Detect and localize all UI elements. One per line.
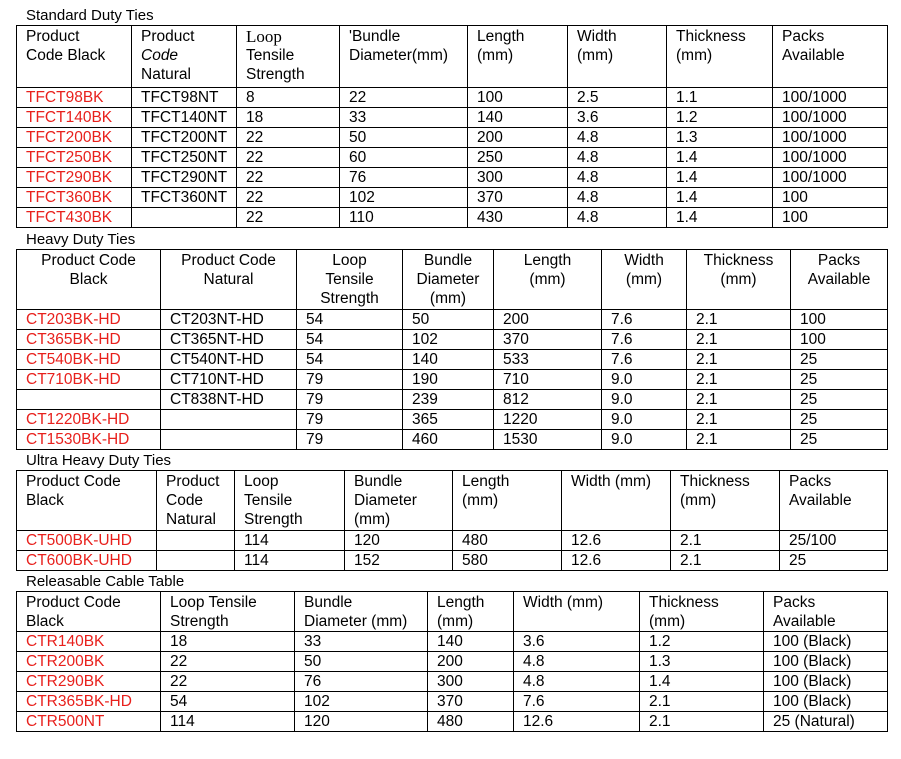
cell-bundle-diameter: 33 [340,108,468,128]
header-line: Available [807,271,871,288]
cell-thickness: 2.1 [640,712,764,732]
header-line: (mm) [676,47,713,64]
table-row [17,712,888,732]
cell-product-code-black: CTR365BK-HD [17,692,161,712]
cell-product-code-natural: CT365NT-HD [161,330,297,350]
cell-thickness: 2.1 [687,330,791,350]
cell-product-code-black: TFCT250BK [17,148,132,168]
cell-product-code-black [17,390,161,410]
cell-width: 2.5 [568,88,667,108]
header-line: Black [26,613,64,630]
cell-loop-tensile-strength: 22 [237,128,340,148]
cell-width: 4.8 [568,168,667,188]
header-line: Thickness [649,594,719,611]
cell-thickness: 1.1 [667,88,773,108]
cell-bundle-diameter: 60 [340,148,468,168]
cell-packs-available: 100 (Black) [764,672,888,692]
table-row [17,330,888,350]
header-line: Product Code [181,252,276,269]
cell-packs-available: 25 [791,370,888,390]
cell-loop-tensile-strength: 18 [161,632,295,652]
header-line: Diameter(mm) [349,47,449,64]
cell-bundle-diameter: 76 [295,672,428,692]
header-line: Code [141,47,179,64]
cell-thickness: 2.1 [671,551,780,571]
header-length [453,471,562,531]
cell-loop-tensile-strength: 54 [161,692,295,712]
header-line: Natural [203,271,254,288]
cell-width: 7.6 [514,692,640,712]
cell-width: 3.6 [514,632,640,652]
header-line: (mm) [354,511,391,528]
cell-width: 4.8 [568,208,667,228]
cell-loop-tensile-strength: 79 [297,430,403,450]
header-width [562,471,671,531]
table-row [17,148,888,168]
cell-thickness: 2.1 [687,310,791,330]
cell-loop-tensile-strength: 114 [235,531,345,551]
cell-length: 140 [468,108,568,128]
cell-thickness: 1.2 [667,108,773,128]
header-line: 'Bundle [349,28,401,45]
cell-length: 370 [428,692,514,712]
header-line: Loop [244,473,279,490]
cell-width: 9.0 [602,410,687,430]
cell-length: 480 [428,712,514,732]
header-line: Tensile [325,271,374,288]
cell-width: 4.8 [568,188,667,208]
cell-length: 200 [468,128,568,148]
cell-product-code-natural: CT710NT-HD [161,370,297,390]
cell-packs-available: 25 [791,430,888,450]
header-line: Packs [773,594,816,611]
header-line: Length [462,473,510,490]
cell-thickness: 2.1 [687,410,791,430]
header-line: Black [26,492,64,509]
cell-bundle-diameter: 102 [295,692,428,712]
cell-product-code-natural [161,430,297,450]
cell-packs-available: 100/1000 [773,88,888,108]
header-thickness [687,250,791,310]
header-packs-available [764,592,888,632]
header-line: Length [523,252,572,269]
cell-width: 9.0 [602,370,687,390]
cell-bundle-diameter: 102 [403,330,494,350]
header-line: (mm) [680,492,717,509]
cell-product-code-natural: TFCT98NT [132,88,237,108]
header-product-code-natural [161,250,297,310]
header-row [17,26,888,88]
cell-bundle-diameter: 50 [403,310,494,330]
cell-length: 200 [428,652,514,672]
cell-packs-available: 100 [791,330,888,350]
cell-thickness: 1.4 [667,188,773,208]
cell-product-code-black: CT203BK-HD [17,310,161,330]
header-line: (mm) [720,271,757,288]
cell-product-code-natural: TFCT360NT [132,188,237,208]
cell-thickness: 1.4 [667,208,773,228]
releasable-cable-table [16,591,888,732]
table-row [17,692,888,712]
cell-thickness: 2.1 [687,370,791,390]
cell-bundle-diameter: 239 [403,390,494,410]
table-row [17,390,888,410]
cell-product-code-black: CT710BK-HD [17,370,161,390]
cell-packs-available: 100/1000 [773,108,888,128]
header-line: Width [577,28,617,45]
cell-thickness: 2.1 [687,390,791,410]
header-line: Available [773,613,836,630]
cell-loop-tensile-strength: 79 [297,370,403,390]
header-line: Bundle [423,252,473,269]
header-line: Strength [246,66,305,83]
header-line: Product Code [26,473,121,490]
cell-product-code-black: CT1530BK-HD [17,430,161,450]
header-thickness [667,26,773,88]
header-line: Available [782,47,845,64]
header-line: Product Code [41,252,136,269]
header-bundle-diameter [345,471,453,531]
header-line: Bundle [354,473,403,490]
cell-loop-tensile-strength: 22 [161,652,295,672]
cell-product-code-black: CT600BK-UHD [17,551,157,571]
cell-width: 4.8 [568,148,667,168]
cell-loop-tensile-strength: 22 [237,208,340,228]
cell-packs-available: 25 [791,410,888,430]
cell-length: 370 [494,330,602,350]
cell-thickness: 1.3 [667,128,773,148]
cell-product-code-black: TFCT360BK [17,188,132,208]
cell-product-code-black: CTR500NT [17,712,161,732]
table-row [17,188,888,208]
header-row [17,250,888,310]
cell-width: 12.6 [514,712,640,732]
cell-length: 710 [494,370,602,390]
cell-bundle-diameter: 102 [340,188,468,208]
cell-length: 480 [453,531,562,551]
header-line: Diameter (mm) [304,613,408,630]
cell-loop-tensile-strength: 8 [237,88,340,108]
cell-product-code-natural [157,551,235,571]
cell-width: 9.0 [602,390,687,410]
header-length [468,26,568,88]
header-product-code-black [17,471,157,531]
header-line: Loop [246,27,282,46]
cell-product-code-natural: CT203NT-HD [161,310,297,330]
cell-product-code-natural: TFCT140NT [132,108,237,128]
cell-length: 1220 [494,410,602,430]
cell-product-code-black: CTR140BK [17,632,161,652]
ultra-heavy-duty-title: Ultra Heavy Duty Ties [26,452,172,469]
header-line: Bundle [304,594,353,611]
cell-bundle-diameter: 50 [295,652,428,672]
header-line: Strength [320,290,379,307]
cell-packs-available: 100 [773,188,888,208]
cell-bundle-diameter: 22 [340,88,468,108]
cell-packs-available: 100 [773,208,888,228]
cell-width: 7.6 [602,350,687,370]
header-packs-available [773,26,888,88]
cell-loop-tensile-strength: 114 [235,551,345,571]
table-row [17,652,888,672]
cell-length: 580 [453,551,562,571]
table-row [17,88,888,108]
header-line: Tensile [244,492,293,509]
header-product-code-natural [157,471,235,531]
cell-length: 300 [468,168,568,188]
cell-bundle-diameter: 365 [403,410,494,430]
cell-width: 4.8 [514,672,640,692]
table-row [17,108,888,128]
cell-packs-available: 25 (Natural) [764,712,888,732]
cell-packs-available: 100 (Black) [764,692,888,712]
heavy-duty-title: Heavy Duty Ties [26,231,136,248]
cell-product-code-black: CT365BK-HD [17,330,161,350]
cell-product-code-black: TFCT98BK [17,88,132,108]
cell-product-code-black: TFCT200BK [17,128,132,148]
cell-product-code-black: CT500BK-UHD [17,531,157,551]
header-line: (mm) [462,492,499,509]
cell-width: 3.6 [568,108,667,128]
header-packs-available [780,471,888,531]
standard-duty-table [16,25,888,228]
cell-thickness: 2.1 [687,350,791,370]
header-line: (mm) [649,613,686,630]
standard-duty-title: Standard Duty Ties [26,7,154,24]
header-line: Black [69,271,108,288]
header-line: Tensile [246,47,295,64]
cell-packs-available: 100 (Black) [764,652,888,672]
cell-thickness: 2.1 [687,430,791,450]
cell-length: 370 [468,188,568,208]
cell-width: 7.6 [602,330,687,350]
cell-loop-tensile-strength: 54 [297,350,403,370]
header-line: Width (mm) [571,473,652,490]
header-loop-tensile-strength [297,250,403,310]
cell-packs-available: 100/1000 [773,128,888,148]
cell-bundle-diameter: 50 [340,128,468,148]
header-bundle-diameter [295,592,428,632]
cell-product-code-black: CTR290BK [17,672,161,692]
cell-product-code-natural: TFCT200NT [132,128,237,148]
header-line: Product [141,28,195,45]
cell-length: 430 [468,208,568,228]
cell-width: 4.8 [514,652,640,672]
cell-product-code-black: TFCT140BK [17,108,132,128]
header-line: Diameter [416,271,480,288]
cell-thickness: 2.1 [640,692,764,712]
cell-product-code-black: TFCT430BK [17,208,132,228]
cell-packs-available: 100/1000 [773,168,888,188]
header-line: Available [789,492,852,509]
header-line: Width (mm) [523,594,604,611]
header-line: (mm) [429,290,467,307]
header-line: Diameter [354,492,417,509]
header-line: Packs [789,473,832,490]
table-row [17,430,888,450]
cell-loop-tensile-strength: 22 [237,148,340,168]
table-row [17,672,888,692]
cell-length: 812 [494,390,602,410]
cell-width: 9.0 [602,430,687,450]
cell-product-code-black: CTR200BK [17,652,161,672]
cell-width: 12.6 [562,531,671,551]
cell-bundle-diameter: 152 [345,551,453,571]
cell-loop-tensile-strength: 79 [297,410,403,430]
header-line: (mm) [577,47,614,64]
table-row [17,632,888,652]
cell-thickness: 1.2 [640,632,764,652]
header-row [17,471,888,531]
header-product-code-black [17,26,132,88]
header-line: Length [437,594,485,611]
table-row [17,410,888,430]
header-line: (mm) [437,613,474,630]
header-line: Strength [170,613,229,630]
header-line: (mm) [477,47,514,64]
header-line: Code Black [26,47,106,64]
header-line: Natural [166,511,216,528]
cell-loop-tensile-strength: 54 [297,330,403,350]
cell-loop-tensile-strength: 22 [237,168,340,188]
cell-bundle-diameter: 140 [403,350,494,370]
header-loop-tensile-strength [235,471,345,531]
header-line: Product Code [26,594,121,611]
cell-length: 140 [428,632,514,652]
header-product-code-natural [132,26,237,88]
header-line: Length [477,28,525,45]
cell-length: 1530 [494,430,602,450]
header-product-code-black [17,250,161,310]
cell-width: 7.6 [602,310,687,330]
cell-product-code-natural: TFCT290NT [132,168,237,188]
header-line: Loop Tensile [170,594,257,611]
header-line: Strength [244,511,303,528]
ultra-heavy-duty-table [16,470,888,571]
table-row [17,350,888,370]
cell-product-code-natural: CT838NT-HD [161,390,297,410]
cell-length: 100 [468,88,568,108]
cell-bundle-diameter: 190 [403,370,494,390]
cell-bundle-diameter: 76 [340,168,468,188]
header-width [568,26,667,88]
header-line: Thickness [680,473,750,490]
cell-loop-tensile-strength: 79 [297,390,403,410]
header-line: (mm) [625,271,663,288]
header-width [602,250,687,310]
header-line: Product [26,28,80,45]
header-width [514,592,640,632]
table-row [17,310,888,330]
header-thickness [640,592,764,632]
header-line: Code [166,492,204,509]
cell-packs-available: 25 [780,551,888,571]
cell-packs-available: 100/1000 [773,148,888,168]
header-thickness [671,471,780,531]
header-line: (mm) [529,271,566,288]
table-row [17,551,888,571]
cell-product-code-black: CT540BK-HD [17,350,161,370]
cell-loop-tensile-strength: 22 [161,672,295,692]
cell-packs-available: 100 [791,310,888,330]
cell-product-code-black: CT1220BK-HD [17,410,161,430]
header-line: Thickness [676,28,746,45]
cell-thickness: 2.1 [671,531,780,551]
cell-product-code-natural: TFCT250NT [132,148,237,168]
cell-length: 200 [494,310,602,330]
cell-thickness: 1.4 [667,168,773,188]
cell-loop-tensile-strength: 22 [237,188,340,208]
header-line: Packs [817,252,861,269]
table-row [17,128,888,148]
header-loop-tensile-strength [237,26,340,88]
cell-packs-available: 25/100 [780,531,888,551]
cell-loop-tensile-strength: 54 [297,310,403,330]
cell-bundle-diameter: 33 [295,632,428,652]
cell-thickness: 1.4 [640,672,764,692]
header-line: Loop [332,252,367,269]
header-line: Thickness [703,252,774,269]
cell-length: 300 [428,672,514,692]
header-bundle-diameter [340,26,468,88]
cell-bundle-diameter: 120 [345,531,453,551]
cell-thickness: 1.3 [640,652,764,672]
header-bundle-diameter [403,250,494,310]
cell-thickness: 1.4 [667,148,773,168]
header-product-code-black [17,592,161,632]
header-line: Product [166,473,220,490]
cell-product-code-natural: CT540NT-HD [161,350,297,370]
cell-bundle-diameter: 110 [340,208,468,228]
cell-bundle-diameter: 460 [403,430,494,450]
cell-bundle-diameter: 120 [295,712,428,732]
header-line: Width [624,252,664,269]
cell-packs-available: 25 [791,390,888,410]
cell-width: 4.8 [568,128,667,148]
table-row [17,168,888,188]
cell-packs-available: 100 (Black) [764,632,888,652]
cell-product-code-natural [161,410,297,430]
header-length [428,592,514,632]
cell-product-code-natural [132,208,237,228]
header-length [494,250,602,310]
releasable-cable-title: Releasable Cable Table [26,573,185,590]
cell-length: 533 [494,350,602,370]
cell-loop-tensile-strength: 18 [237,108,340,128]
header-loop-tensile-strength [161,592,295,632]
cell-packs-available: 25 [791,350,888,370]
table-row [17,531,888,551]
table-row [17,370,888,390]
cell-product-code-natural [157,531,235,551]
table-row [17,208,888,228]
cell-width: 12.6 [562,551,671,571]
header-packs-available [791,250,888,310]
header-row [17,592,888,632]
cell-loop-tensile-strength: 114 [161,712,295,732]
heavy-duty-table [16,249,888,450]
cell-length: 250 [468,148,568,168]
header-line: Packs [782,28,825,45]
cell-product-code-black: TFCT290BK [17,168,132,188]
header-line: Natural [141,66,191,83]
